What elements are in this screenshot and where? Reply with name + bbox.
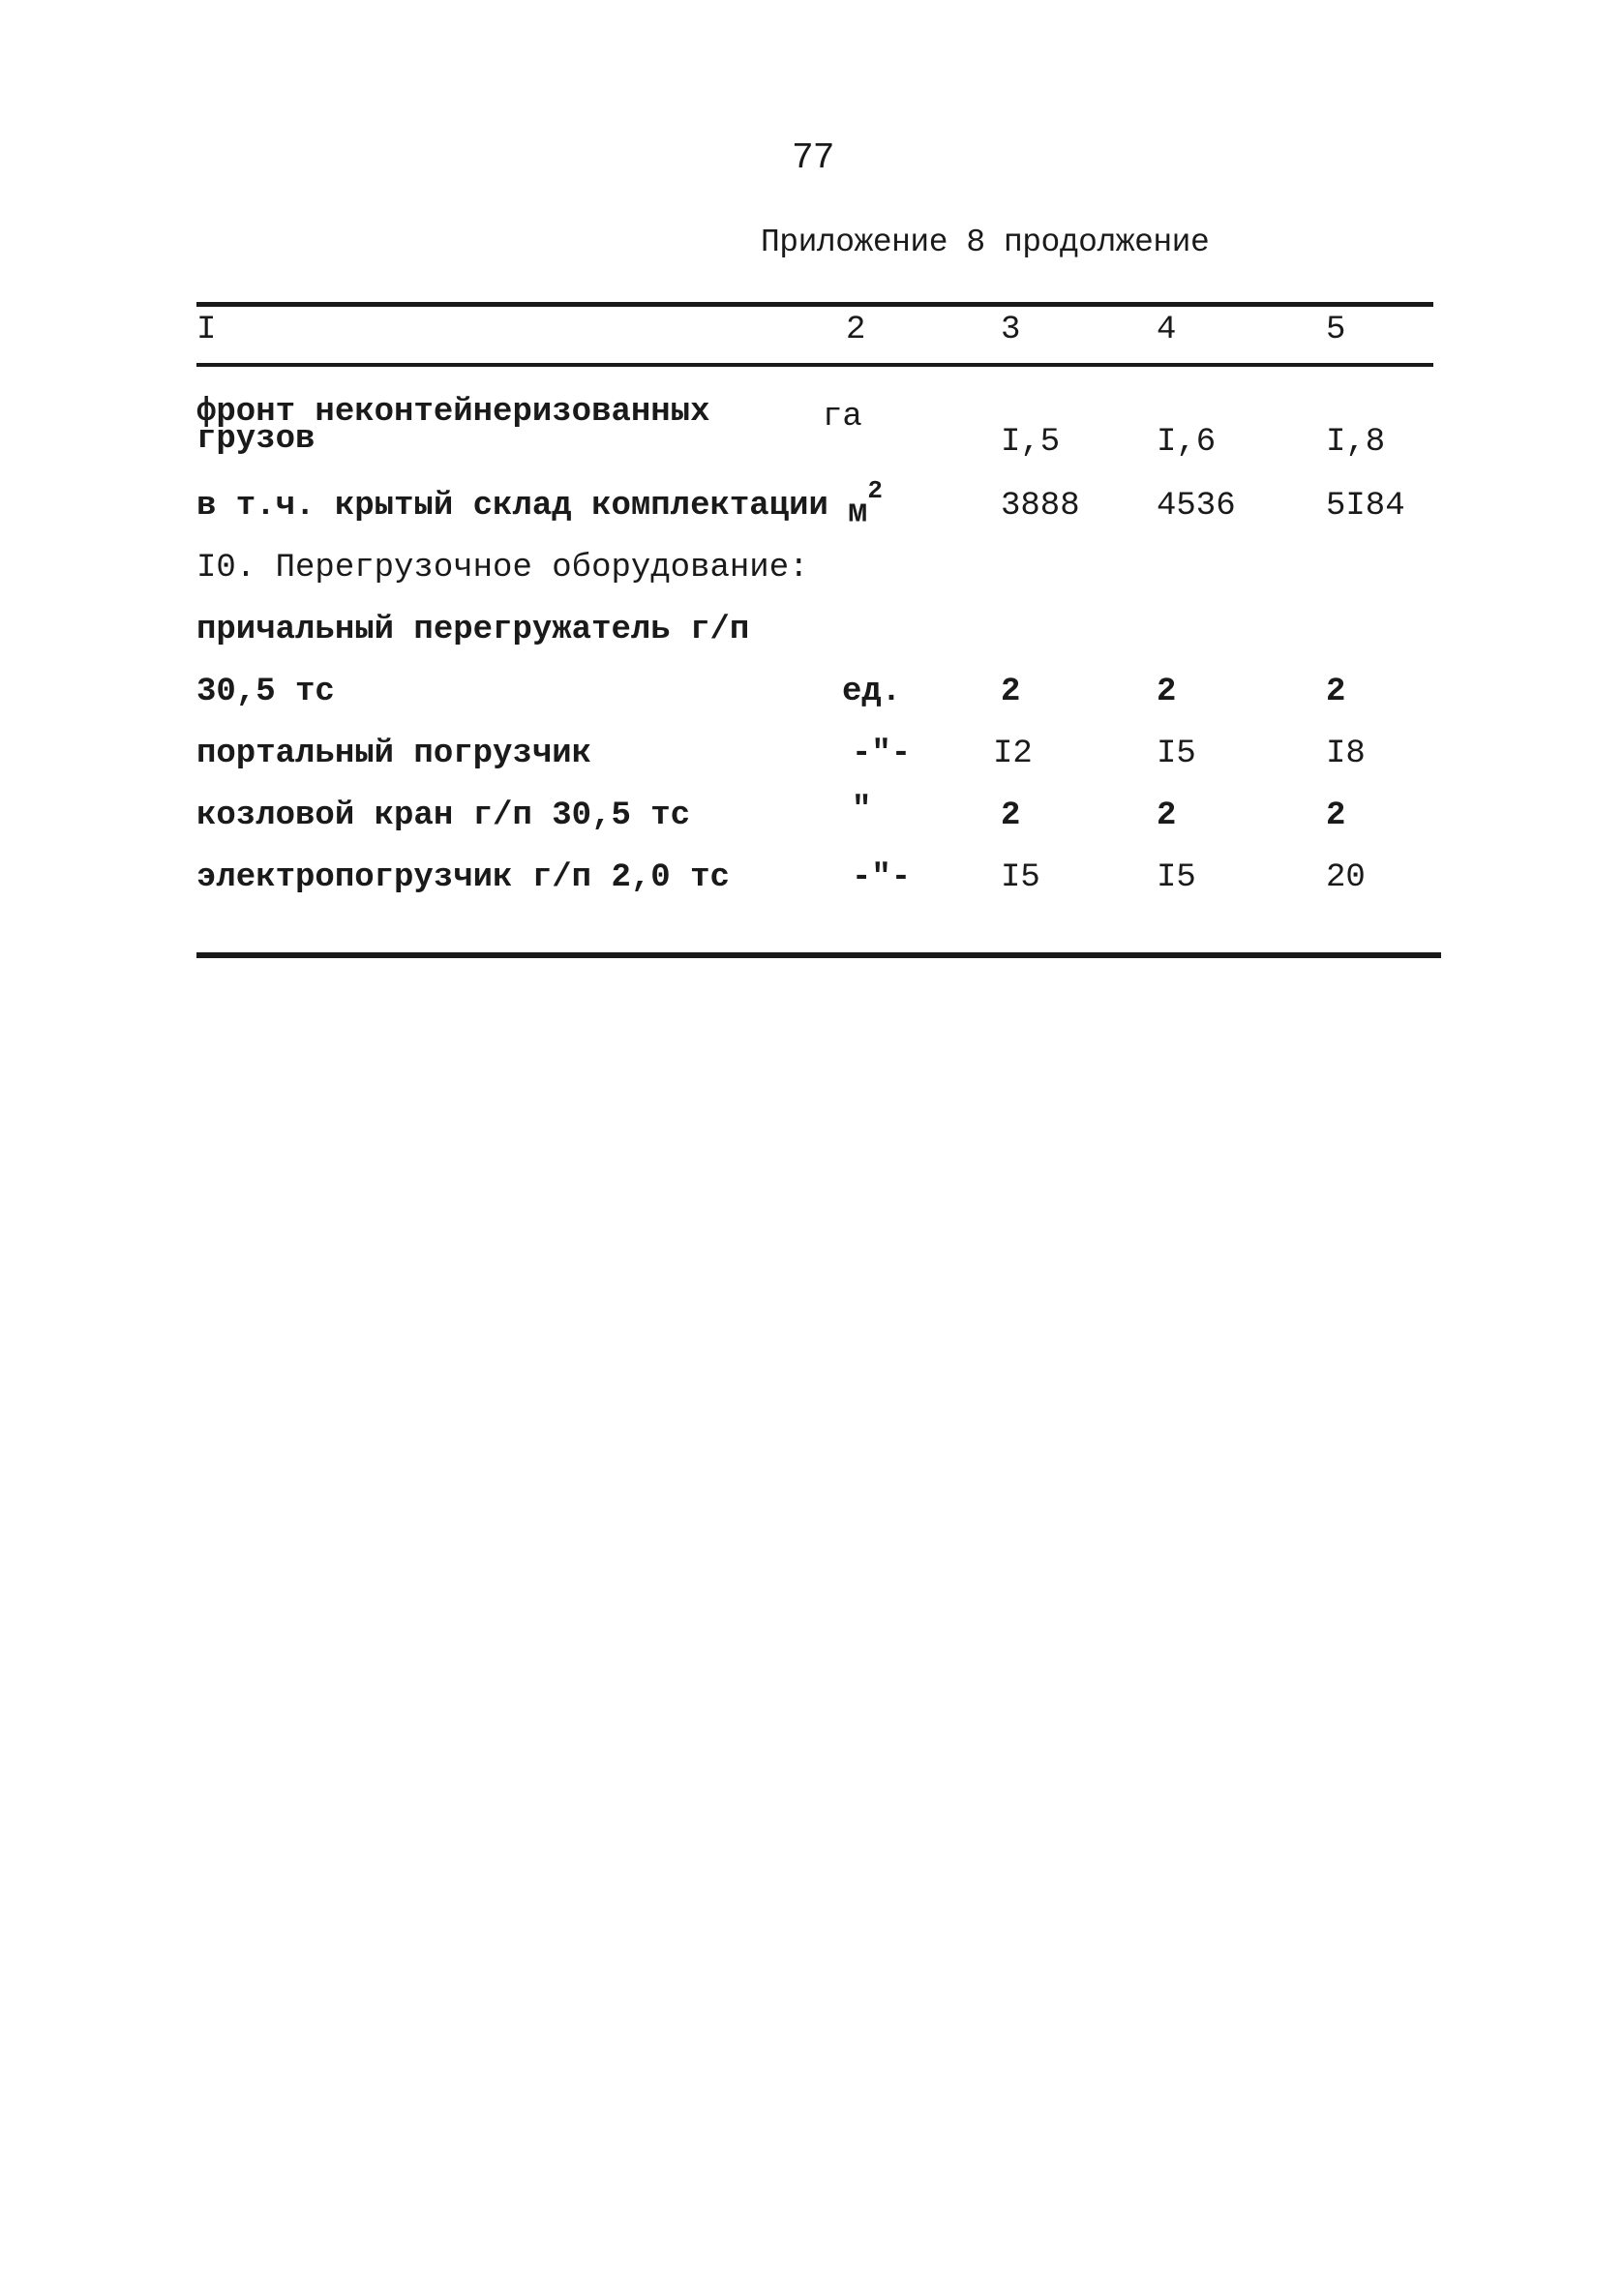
header-col-3: 3 [1001,312,1021,348]
row-name: портальный погрузчик [196,736,592,772]
row-value-col4: I5 [1157,736,1196,772]
row-value-col5: I,8 [1326,424,1386,461]
row-value-col5: 5I84 [1326,488,1405,525]
row-unit: га [823,399,862,436]
row-name: I0. Перегрузочное оборудование: [196,550,809,587]
row-value-col4: I5 [1157,859,1196,896]
header-col-2: 2 [846,312,866,348]
row-value-col5: 20 [1326,859,1366,896]
page-number: 77 [792,137,834,179]
row-unit-superscript: 2 [867,476,884,505]
row-value-col5: 2 [1326,797,1346,834]
table-top-rule [196,302,1433,307]
row-name: электропогрузчик г/п 2,0 тс [196,859,730,896]
row-name [196,394,710,458]
table-bottom-rule [196,952,1441,958]
row-unit-base: м [848,495,868,532]
row-name: в т.ч. крытый склад комплектации [196,488,828,525]
row-name: козловой кран г/п 30,5 тс [196,797,691,834]
row-value-col3: 3888 [1001,488,1080,525]
row-value-col3: I5 [1001,859,1040,896]
row-name: причальный перегружатель г/п [196,612,750,648]
row-unit: ед. [842,674,902,710]
row-value-col4: I,6 [1157,424,1217,461]
table-header-rule [196,363,1433,367]
row-value-col3: 2 [1001,674,1021,710]
row-name: 30,5 тс [196,674,335,710]
row-value-col3: I,5 [1001,424,1061,461]
row-name-line-2: грузов [196,421,316,458]
row-value-col5: I8 [1326,736,1366,772]
row-value-col3: 2 [1001,797,1021,834]
row-unit: " [852,792,872,828]
row-value-col5: 2 [1326,674,1346,710]
appendix-label: Приложение 8 продолжение [761,225,1210,260]
row-name-line-1: фронт неконтейнеризованных [196,394,710,431]
row-value-col4: 2 [1157,797,1177,834]
row-unit: -"- [852,859,912,896]
header-col-4: 4 [1157,312,1177,348]
row-value-col3: I2 [993,736,1033,772]
header-col-1: I [196,312,217,348]
row-value-col4: 2 [1157,674,1177,710]
row-value-col4: 4536 [1157,488,1236,525]
row-unit [848,476,884,532]
header-col-5: 5 [1326,312,1346,348]
row-unit: -"- [852,736,912,772]
